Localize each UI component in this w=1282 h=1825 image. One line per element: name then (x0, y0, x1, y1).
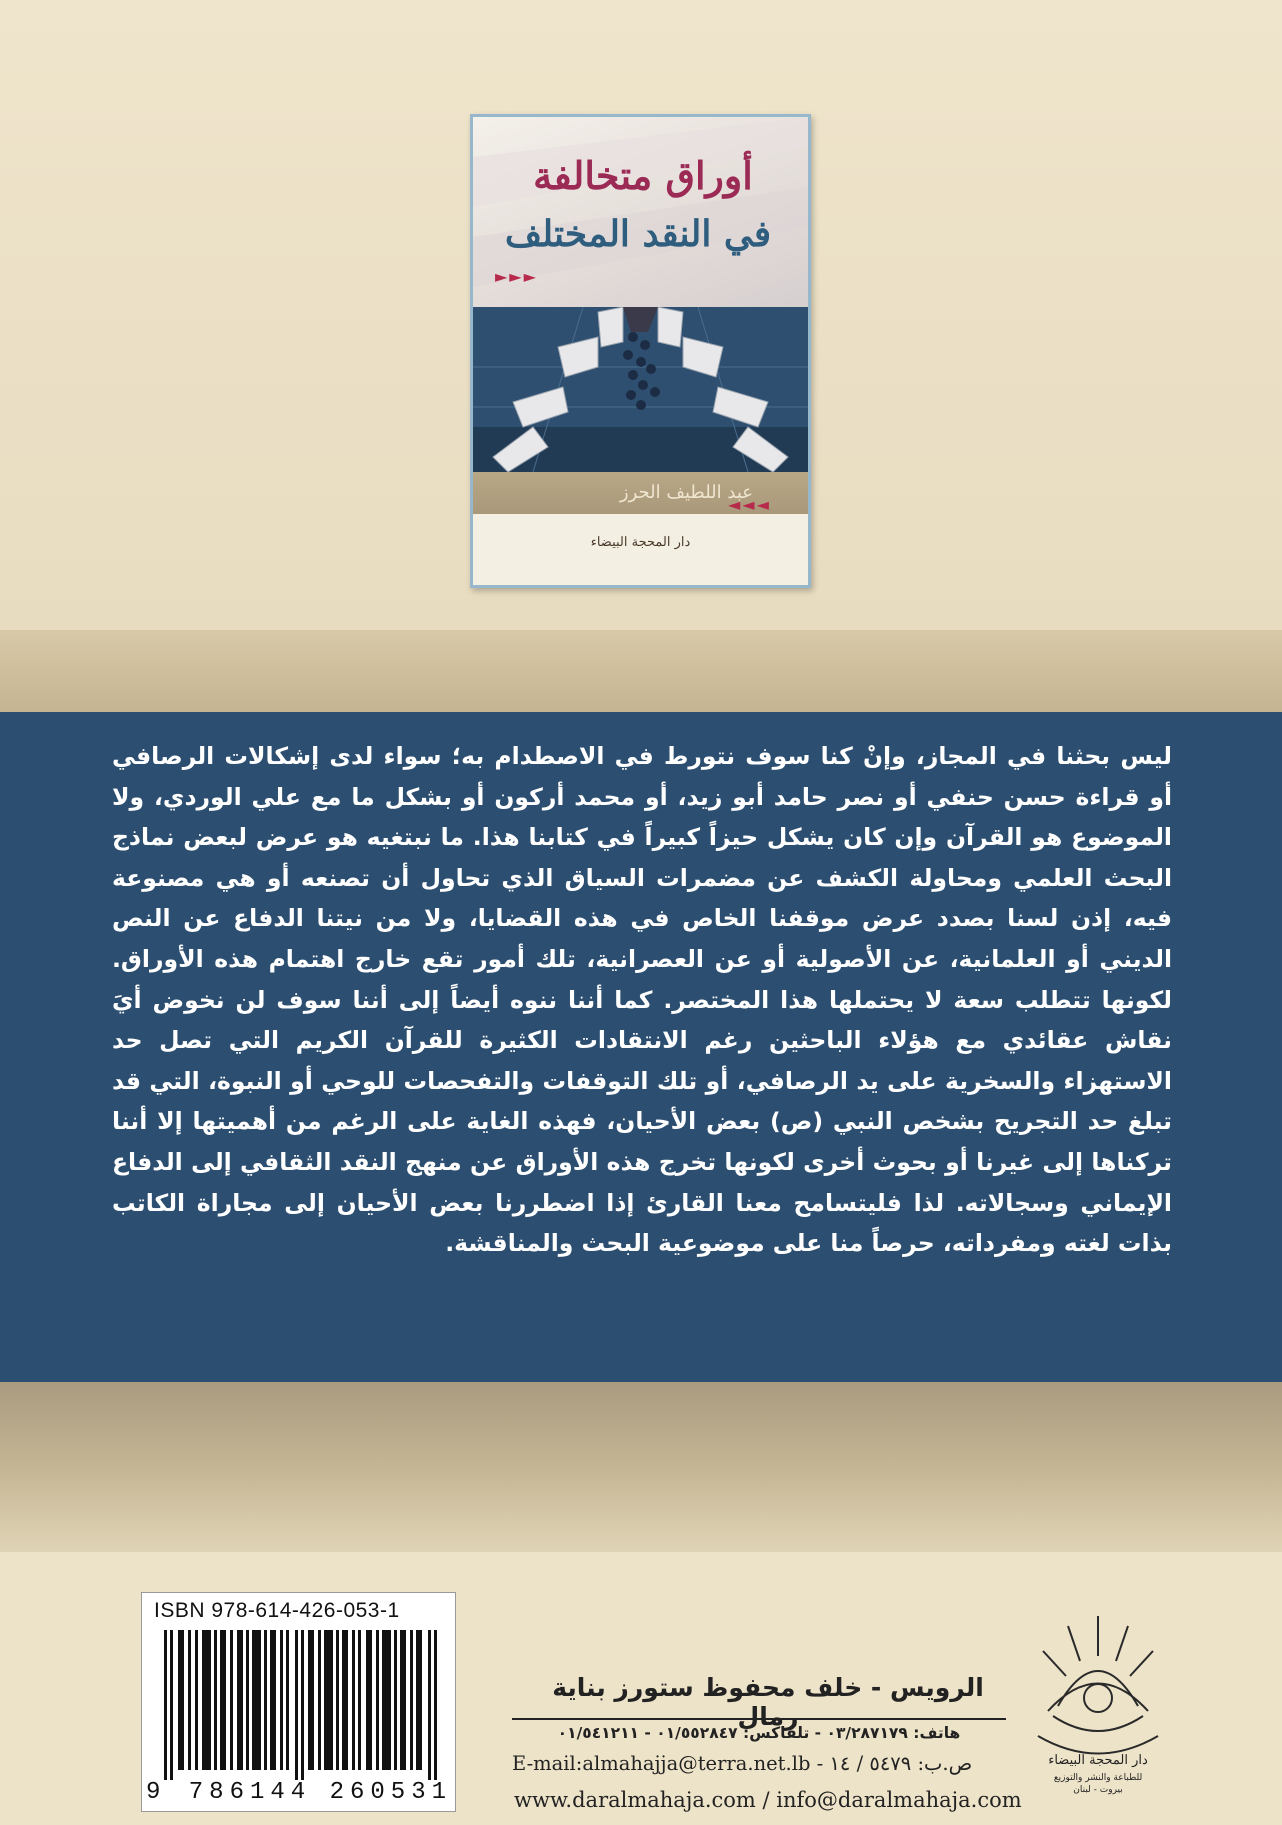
logo-name: دار المحجة البيضاء (1048, 1753, 1148, 1768)
isbn-group-2: 260531 (329, 1779, 452, 1806)
book-title-line2: في النقد المختلف (504, 213, 772, 255)
publisher-website[interactable]: www.daralmahaja.com / info@daralmahaja.com (514, 1788, 1022, 1812)
isbn-digit-prefix: 9 (146, 1779, 161, 1806)
lower-tan-band (0, 1382, 1282, 1552)
book-title-line1: أوراق متخالفة (533, 153, 753, 198)
publisher-logo (1018, 1596, 1178, 1796)
book-cover-thumbnail (470, 114, 811, 588)
publisher-phone: هاتف: ٠٣/٢٨٧١٧٩ - تلفاكس: ٠١/٥٥٢٨٤٧ - ٠١/٥٤١٢١١ (557, 1724, 961, 1742)
isbn-label: ISBN 978-614-426-053-1 (154, 1599, 400, 1622)
isbn-group-1: 786144 (188, 1779, 312, 1806)
logo-tagline: للطباعة والنشر والتوزيع (1053, 1773, 1143, 1783)
publisher-email-line (512, 1752, 1072, 1775)
arrows-decoration: ►►► (495, 267, 538, 286)
logo-emblem-icon (1018, 1596, 1178, 1796)
cover-artwork-svg (473, 307, 808, 472)
cover-artwork (473, 307, 808, 472)
isbn-barcode (141, 1592, 456, 1812)
publisher-address: الرويس - خلف محفوظ ستورز بناية رمال (552, 1673, 984, 1731)
publisher-pobox: ص.ب: ٥٤٧٩ / ١٤ - (816, 1752, 973, 1775)
arrows-decoration-2: ◄◄◄ (728, 495, 771, 514)
book-author: عبد اللطيف الحرز (619, 482, 753, 503)
logo-city: بيروت - لبنان (1073, 1785, 1123, 1795)
address-divider (512, 1718, 1006, 1720)
back-cover-blurb: ليس بحثنا في المجاز، وإنْ كنا سوف نتورط في الاصطدام به؛ سواء لدى إشكالات الرصافي أو قراءة حسن حنفي أو نصر حامد أبو زيد، أو محمد أركون أو بشكل ما مع علي الوردي، ولا الموضوع هو القرآن وإن كان يشكل حيزاً كبيراً في كتابنا هذا. ما نبتغيه هو عرض لبعض نماذج البحث العلمي ومحاولة الكشف عن مضمرات السياق الذي تحاول أن تصنعه أو هي مصنوعة فيه، إذن لسنا بصدد عرض موقفنا الخاص في هذه القضايا، ولا من نيتنا الدفاع عن النص الديني أو العلمانية، عن الأصولية أو عن العصرانية، تلك أمور تقع خارج اهتمام هذه الأوراق. لكونها تتطلب سعة لا يحتملها هذا المختصر. كما أننا ننوه أيضاً إلى أننا سوف لن نخوض أيَ نقاش عقائدي مع هؤلاء الباحثين رغم الانتقادات الكثيرة للقرآن الكريم التي تصل حد الاستهزاء والسخرية على يد الرصافي، أو تلك التوقفات والتفحصات للوحي أو النبوة، التي قد تبلغ حد التجريح بشخص النبي (ص) بعض الأحيان، فهذه الغاية على الرغم من أهميتها إلا أننا تركناها إلى غيرنا أو بحوث أخرى لكونها تخرج هذه الأوراق عن منهج النقد الثقافي إلى الدفاع الإيماني وسجالاته. لذا فليتسامح معنا القارئ إذا اضطررنا بعض الأحيان إلى مجاراة الكاتب بذات لغته ومفرداته، حرصاً منا على موضوعية البحث والمناقشة. (112, 742, 1172, 1258)
upper-tan-band (0, 630, 1282, 712)
isbn-digits (146, 1779, 452, 1806)
book-publisher: دار المحجة البيضاء (590, 535, 691, 550)
barcode-bars (150, 1630, 450, 1780)
publisher-email[interactable]: E-mail:almahajja@terra.net.lb (512, 1752, 811, 1775)
